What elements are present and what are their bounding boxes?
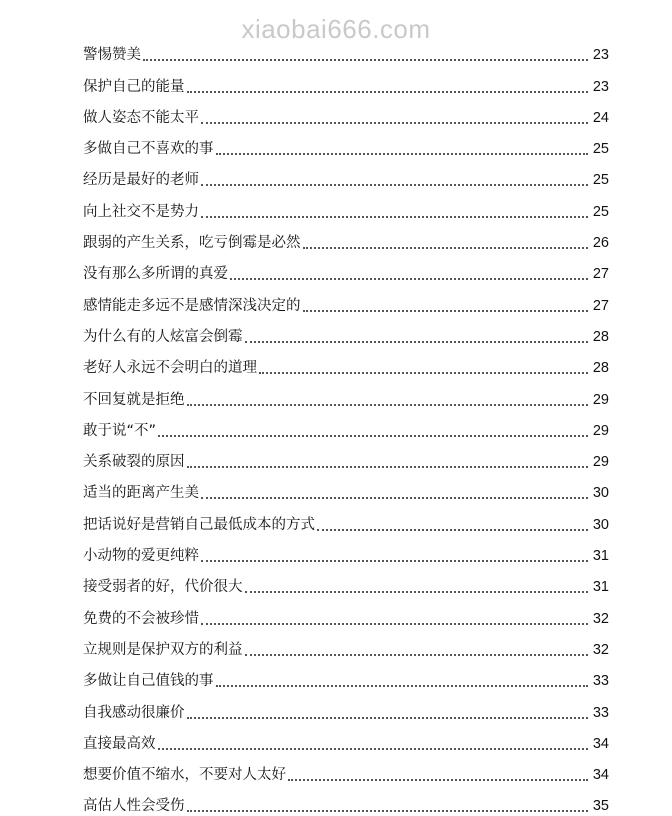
toc-entry-title: 直接最高效 <box>83 735 156 752</box>
toc-entry-title: 警惕赞美 <box>83 47 141 64</box>
toc-entry-title: 高估人性会受伤 <box>83 798 185 815</box>
toc-entry-title: 跟弱的产生关系，吃亏倒霉是必然 <box>83 235 301 252</box>
toc-entry-title: 关系破裂的原因 <box>83 454 185 471</box>
toc-entry[interactable] <box>83 159 609 190</box>
toc-entry[interactable] <box>83 284 609 315</box>
toc-entry-page-number: 27 <box>592 297 609 314</box>
toc-entry-page-number: 23 <box>592 47 609 64</box>
toc-entry-page-number: 28 <box>592 328 609 345</box>
dot-leader <box>288 779 588 781</box>
dot-leader <box>216 153 589 155</box>
dot-leader <box>216 685 589 687</box>
toc-entry-page-number: 23 <box>592 78 609 95</box>
watermark: xiaobai666.com <box>241 14 431 44</box>
toc-entry-page-number: 34 <box>592 767 609 784</box>
toc-entry[interactable] <box>83 597 609 628</box>
toc-entry[interactable] <box>83 535 609 566</box>
toc-entry[interactable] <box>83 629 609 660</box>
toc-entry-page-number: 25 <box>592 172 609 189</box>
dot-leader <box>187 810 589 812</box>
toc-entry[interactable] <box>83 34 609 65</box>
dot-leader <box>187 91 589 93</box>
toc-entry-title: 做人姿态不能太平 <box>83 109 199 126</box>
dot-leader <box>303 247 589 249</box>
toc-entry[interactable] <box>83 410 609 441</box>
toc-entry-page-number: 27 <box>592 266 609 283</box>
toc-entry-page-number: 25 <box>592 203 609 220</box>
dot-leader <box>201 560 588 562</box>
toc-entry-page-number: 32 <box>592 610 609 627</box>
toc-entry-title: 感情能走多远不是感情深浅决定的 <box>83 297 301 314</box>
toc-entry-page-number: 26 <box>592 235 609 252</box>
toc-entry-title: 经历是最好的老师 <box>83 172 199 189</box>
toc-entry-title: 不回复就是拒绝 <box>83 391 185 408</box>
toc-entry-title: 接受弱者的好，代价很大 <box>83 579 243 596</box>
toc-entry-title: 老好人永远不会明白的道理 <box>83 360 257 377</box>
toc-entry-title: 小动物的爱更纯粹 <box>83 548 199 565</box>
toc-entry[interactable] <box>83 472 609 503</box>
toc-entry-page-number: 29 <box>592 422 609 439</box>
toc-entry-page-number: 33 <box>592 673 609 690</box>
toc-entry-title: 多做自己不喜欢的事 <box>83 141 214 158</box>
toc-entry[interactable] <box>83 65 609 96</box>
toc-entry-title: 多做让自己值钱的事 <box>83 673 214 690</box>
table-of-contents <box>83 34 609 816</box>
toc-entry[interactable] <box>83 378 609 409</box>
toc-entry[interactable] <box>83 691 609 722</box>
dot-leader <box>201 497 588 499</box>
dot-leader <box>259 372 588 374</box>
toc-entry-page-number: 31 <box>592 548 609 565</box>
toc-entry-page-number: 30 <box>592 485 609 502</box>
toc-entry-page-number: 25 <box>592 141 609 158</box>
dot-leader <box>201 216 588 218</box>
toc-entry-title: 自我感动很廉价 <box>83 704 185 721</box>
dot-leader <box>201 623 588 625</box>
toc-entry-title: 把话说好是营销自己最低成本的方式 <box>83 516 315 533</box>
toc-entry-title: 立规则是保护双方的利益 <box>83 641 243 658</box>
toc-entry-title: 为什么有的人炫富会倒霉 <box>83 328 243 345</box>
toc-entry-page-number: 24 <box>592 109 609 126</box>
toc-entry-title: 敢于说“不” <box>83 422 157 439</box>
toc-entry[interactable] <box>83 785 609 816</box>
toc-entry-title: 想要价值不缩水，不要对人太好 <box>83 767 286 784</box>
toc-entry[interactable] <box>83 316 609 347</box>
dot-leader <box>187 404 589 406</box>
toc-entry-page-number: 29 <box>592 454 609 471</box>
toc-entry-title: 保护自己的能量 <box>83 78 185 95</box>
toc-entry-page-number: 32 <box>592 641 609 658</box>
toc-entry[interactable] <box>83 723 609 754</box>
dot-leader <box>201 122 588 124</box>
dot-leader <box>245 341 589 343</box>
dot-leader <box>143 59 588 61</box>
toc-entry[interactable] <box>83 190 609 221</box>
dot-leader <box>158 748 589 750</box>
toc-entry[interactable] <box>83 566 609 597</box>
toc-entry[interactable] <box>83 97 609 128</box>
toc-entry[interactable] <box>83 754 609 785</box>
toc-entry-title: 适当的距离产生美 <box>83 485 199 502</box>
toc-entry-title: 免费的不会被珍惜 <box>83 610 199 627</box>
toc-entry-title: 没有那么多所谓的真爱 <box>83 266 228 283</box>
dot-leader <box>187 466 589 468</box>
toc-entry-page-number: 34 <box>592 735 609 752</box>
toc-entry[interactable] <box>83 503 609 534</box>
toc-entry-page-number: 28 <box>592 360 609 377</box>
dot-leader <box>303 310 589 312</box>
dot-leader <box>317 529 588 531</box>
toc-entry-page-number: 31 <box>592 579 609 596</box>
toc-entry[interactable] <box>83 222 609 253</box>
dot-leader <box>201 184 588 186</box>
dot-leader <box>245 654 589 656</box>
dot-leader <box>187 717 589 719</box>
toc-entry[interactable] <box>83 128 609 159</box>
toc-entry-page-number: 33 <box>592 704 609 721</box>
toc-entry[interactable] <box>83 660 609 691</box>
toc-entry-page-number: 29 <box>592 391 609 408</box>
toc-entry-page-number: 30 <box>592 516 609 533</box>
dot-leader <box>230 278 588 280</box>
toc-entry[interactable] <box>83 347 609 378</box>
dot-leader <box>158 435 588 437</box>
toc-entry[interactable] <box>83 441 609 472</box>
dot-leader <box>245 591 589 593</box>
toc-entry-title: 向上社交不是势力 <box>83 203 199 220</box>
toc-entry-page-number: 35 <box>592 798 609 815</box>
toc-entry[interactable] <box>83 253 609 284</box>
